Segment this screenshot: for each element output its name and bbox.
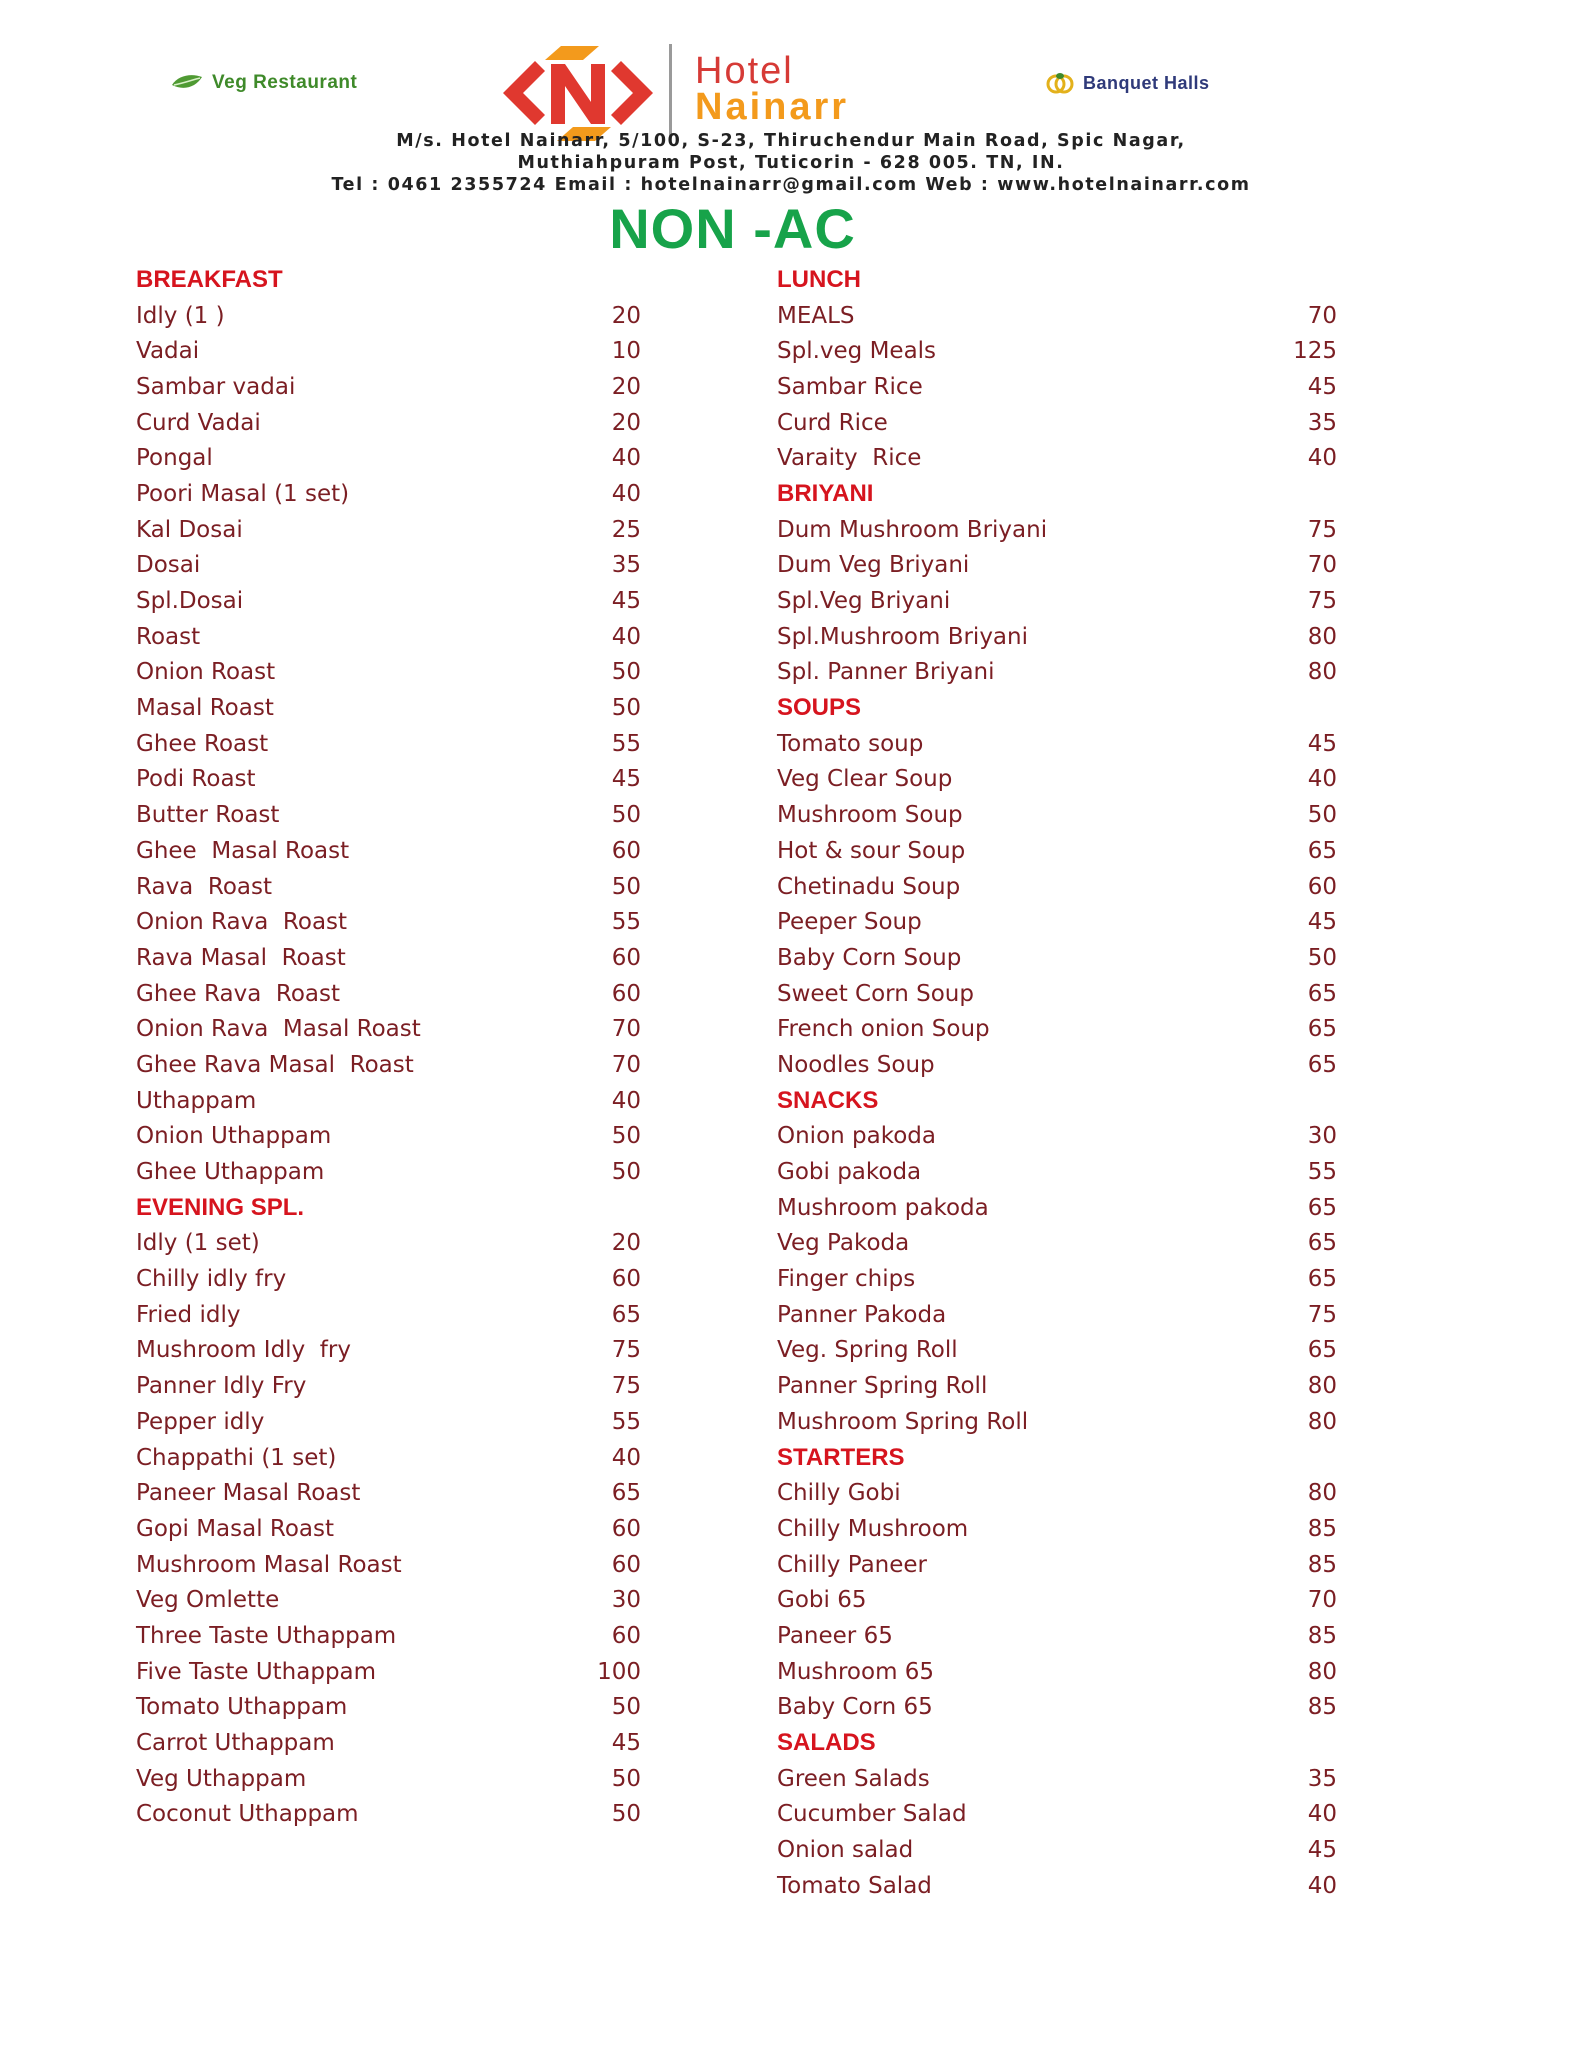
menu-item-price: 65: [1307, 837, 1337, 864]
menu-item-name: Rava Roast: [136, 873, 273, 900]
menu-item-name: Ghee Rava Masal Roast: [136, 1051, 414, 1078]
menu-item-price: 60: [611, 837, 641, 864]
menu-item-price: 50: [1307, 944, 1337, 971]
menu-item-price: 35: [611, 552, 641, 579]
menu-item-name: Roast: [136, 623, 201, 650]
menu-item: [777, 1511, 1337, 1547]
menu-item-price: 70: [611, 1016, 641, 1043]
menu-item-price: 75: [1307, 1301, 1337, 1328]
menu-item-name: Chilly idly fry: [136, 1266, 287, 1293]
menu-item-name: Carrot Uthappam: [136, 1730, 335, 1757]
menu-item-price: 65: [1307, 1337, 1337, 1364]
menu-item-price: 50: [611, 1694, 641, 1721]
menu-item-name: Panner Idly Fry: [136, 1373, 307, 1400]
menu-item-name: Veg Pakoda: [777, 1230, 910, 1257]
menu-item-name: Mushroom Idly fry: [136, 1337, 351, 1364]
menu-item-name: French onion Soup: [777, 1016, 990, 1043]
menu-item: [136, 797, 641, 833]
menu-item-name: Curd Vadai: [136, 409, 261, 436]
menu-item-price: 55: [611, 730, 641, 757]
menu-item-price: 40: [1307, 1872, 1337, 1899]
menu-item-price: 50: [611, 1123, 641, 1150]
menu-item-price: 60: [611, 980, 641, 1007]
menu-item-price: 40: [1307, 445, 1337, 472]
menu-item-name: Spl.veg Meals: [777, 338, 937, 365]
menu-item-name: Uthappam: [136, 1087, 257, 1114]
ring-icon: [1045, 72, 1075, 94]
menu-item-name: Onion Rava Masal Roast: [136, 1016, 421, 1043]
menu-item-name: Fried idly: [136, 1301, 241, 1328]
menu-item: [777, 298, 1337, 334]
menu-item-price: 50: [611, 695, 641, 722]
section-heading: [777, 1725, 1337, 1761]
menu-item: [777, 1297, 1337, 1333]
menu-item-name: Veg Clear Soup: [777, 766, 953, 793]
menu-item-price: 75: [1307, 588, 1337, 615]
menu-item: [136, 1618, 641, 1654]
letterhead: [0, 0, 1582, 205]
veg-restaurant-tag: [170, 72, 357, 94]
menu-item-price: 60: [611, 1622, 641, 1649]
menu-item-price: 35: [1307, 1765, 1337, 1792]
menu-item-price: 80: [1307, 1480, 1337, 1507]
menu-item-price: 45: [1307, 373, 1337, 400]
menu-item-price: 75: [611, 1373, 641, 1400]
menu-item: [777, 655, 1337, 691]
menu-item: [136, 1797, 641, 1833]
brand-name: Nainarr: [695, 86, 850, 128]
menu-item: [777, 1226, 1337, 1262]
menu-item: [777, 1047, 1337, 1083]
menu-item-price: 55: [611, 909, 641, 936]
menu-item-price: 45: [1307, 909, 1337, 936]
menu-item: [777, 976, 1337, 1012]
menu-item: [136, 726, 641, 762]
menu-item: [136, 369, 641, 405]
menu-item: [777, 940, 1337, 976]
section-heading: [777, 690, 1337, 726]
section-heading: [136, 262, 641, 298]
menu-item: [136, 1119, 641, 1155]
section-heading-label: EVENING SPL.: [136, 1193, 305, 1221]
menu-item-name: Idly (1 set): [136, 1230, 260, 1257]
menu-item-name: Cucumber Salad: [777, 1801, 967, 1828]
address-line-2: Muthiahpuram Post, Tuticorin - 628 005. TN, IN.: [517, 153, 1065, 173]
menu-item: [777, 405, 1337, 441]
menu-item-name: Tomato soup: [777, 730, 924, 757]
menu-item-name: Veg Uthappam: [136, 1765, 307, 1792]
menu-item-price: 80: [1307, 1408, 1337, 1435]
menu-item: [777, 1011, 1337, 1047]
menu-item-price: 50: [1307, 802, 1337, 829]
hotel-word: Hotel: [695, 50, 794, 92]
menu-item-name: Ghee Rava Roast: [136, 980, 341, 1007]
section-heading: [777, 1440, 1337, 1476]
menu-item-name: Curd Rice: [777, 409, 888, 436]
menu-item: [777, 1654, 1337, 1690]
menu-item: [136, 869, 641, 905]
menu-item: [136, 1011, 641, 1047]
logo-divider: [669, 44, 672, 136]
menu-item-name: Tomato Salad: [777, 1872, 932, 1899]
menu-item-name: Paneer Masal Roast: [136, 1480, 361, 1507]
menu-item-price: 45: [611, 1730, 641, 1757]
menu-item-name: Veg. Spring Roll: [777, 1337, 958, 1364]
menu-item-name: Spl. Panner Briyani: [777, 659, 995, 686]
menu-item-name: Dum Veg Briyani: [777, 552, 970, 579]
menu-item-name: Panner Spring Roll: [777, 1373, 988, 1400]
menu-item-name: Gobi pakoda: [777, 1159, 922, 1186]
section-heading: [777, 476, 1337, 512]
menu-item: [136, 512, 641, 548]
menu-item-name: Ghee Masal Roast: [136, 837, 350, 864]
menu-item-name: Finger chips: [777, 1266, 916, 1293]
menu-item-name: Mushroom Masal Roast: [136, 1551, 402, 1578]
section-heading: [136, 1190, 641, 1226]
menu-item: [136, 1297, 641, 1333]
menu-item-name: MEALS: [777, 302, 855, 329]
menu-item-price: 25: [611, 516, 641, 543]
menu-item: [136, 690, 641, 726]
menu-item-name: Ghee Roast: [136, 730, 269, 757]
section-heading-label: SNACKS: [777, 1086, 879, 1114]
menu-item-name: Vadai: [136, 338, 200, 365]
menu-item-name: Gobi 65: [777, 1587, 867, 1614]
address-line-1: M/s. Hotel Nainarr, 5/100, S-23, Thiruchendur Main Road, Spic Nagar,: [396, 131, 1186, 151]
section-heading-label: SOUPS: [777, 694, 862, 722]
menu-item: [136, 1226, 641, 1262]
menu-item-name: Baby Corn Soup: [777, 944, 962, 971]
menu-item-price: 70: [1307, 1587, 1337, 1614]
section-heading: [777, 1083, 1337, 1119]
veg-restaurant-label: Veg Restaurant: [212, 72, 358, 93]
menu-item: [136, 1047, 641, 1083]
menu-item-price: 85: [1307, 1622, 1337, 1649]
menu-item: [136, 1404, 641, 1440]
menu-item: [136, 1083, 641, 1119]
menu-item: [777, 726, 1337, 762]
menu-item-price: 65: [1307, 1051, 1337, 1078]
menu-item-name: Dum Mushroom Briyani: [777, 516, 1048, 543]
menu-item-price: 50: [611, 1801, 641, 1828]
menu-item-price: 100: [597, 1658, 641, 1685]
menu-item-price: 50: [611, 1159, 641, 1186]
menu-item-name: Spl.Mushroom Briyani: [777, 623, 1028, 650]
menu-item: [777, 762, 1337, 798]
menu-item-price: 65: [611, 1480, 641, 1507]
menu-item-name: Hot & sour Soup: [777, 837, 966, 864]
menu-item-price: 35: [1307, 409, 1337, 436]
banquet-halls-label: Banquet Halls: [1083, 72, 1210, 93]
menu-item-price: 65: [1307, 1266, 1337, 1293]
menu-item-name: Mushroom Spring Roll: [777, 1408, 1029, 1435]
menu-item-name: Podi Roast: [136, 766, 256, 793]
menu-item: [136, 405, 641, 441]
menu-item-name: Panner Pakoda: [777, 1301, 947, 1328]
menu-item: [777, 1333, 1337, 1369]
menu-item-price: 75: [611, 1337, 641, 1364]
menu-item-price: 45: [1307, 1837, 1337, 1864]
menu-item: [777, 797, 1337, 833]
menu-item: [136, 833, 641, 869]
menu-item-price: 50: [611, 802, 641, 829]
menu-item-name: Onion Uthappam: [136, 1123, 332, 1150]
menu-item-name: Mushroom 65: [777, 1658, 935, 1685]
section-heading-label: STARTERS: [777, 1443, 905, 1471]
menu-item-name: Spl.Veg Briyani: [777, 588, 951, 615]
menu-item-price: 45: [611, 588, 641, 615]
menu-item-price: 40: [611, 1087, 641, 1114]
menu-item-price: 60: [1307, 873, 1337, 900]
menu-item: [136, 762, 641, 798]
menu-item-price: 30: [611, 1587, 641, 1614]
menu-item-name: Chilly Gobi: [777, 1480, 901, 1507]
menu-item-price: 45: [611, 766, 641, 793]
menu-item-name: Chilly Mushroom: [777, 1515, 969, 1542]
menu-item-name: Onion Roast: [136, 659, 276, 686]
menu-item-name: Kal Dosai: [136, 516, 243, 543]
section-heading-label: SALADS: [777, 1729, 876, 1757]
menu-item: [136, 1547, 641, 1583]
menu-item: [777, 1797, 1337, 1833]
menu-item: [136, 333, 641, 369]
menu-item-name: Dosai: [136, 552, 201, 579]
menu-item-name: Sambar Rice: [777, 373, 923, 400]
menu-item-price: 60: [611, 1266, 641, 1293]
menu-item-price: 40: [611, 623, 641, 650]
menu-item: [777, 833, 1337, 869]
hotel-logo-icon: [503, 46, 653, 141]
menu-item-name: Paneer 65: [777, 1622, 893, 1649]
menu-item-price: 125: [1293, 338, 1337, 365]
menu-item-name: Chetinadu Soup: [777, 873, 961, 900]
menu-item: [136, 1511, 641, 1547]
menu-item: [777, 1154, 1337, 1190]
menu-item-price: 40: [1307, 1801, 1337, 1828]
menu-item-name: Varaity Rice: [777, 445, 922, 472]
menu-item: [777, 1832, 1337, 1868]
menu-item-price: 65: [1307, 1016, 1337, 1043]
menu-item-price: 40: [1307, 766, 1337, 793]
menu-item: [777, 548, 1337, 584]
menu-item-price: 85: [1307, 1551, 1337, 1578]
menu-item: [136, 1261, 641, 1297]
menu-item-name: Tomato Uthappam: [136, 1694, 348, 1721]
menu-item-price: 45: [1307, 730, 1337, 757]
menu-item-name: Gopi Masal Roast: [136, 1515, 335, 1542]
menu-item-name: Sweet Corn Soup: [777, 980, 974, 1007]
menu-item: [136, 619, 641, 655]
menu-item-name: Idly (1 ): [136, 302, 225, 329]
menu-item-price: 20: [611, 302, 641, 329]
menu-item-price: 80: [1307, 1658, 1337, 1685]
menu-item-price: 60: [611, 1515, 641, 1542]
menu-item-name: Pepper idly: [136, 1408, 265, 1435]
menu-item-price: 85: [1307, 1515, 1337, 1542]
menu-item: [777, 1119, 1337, 1155]
menu-item: [777, 1404, 1337, 1440]
menu-item-price: 65: [1307, 1194, 1337, 1221]
menu-item-price: 65: [611, 1301, 641, 1328]
menu-item: [136, 976, 641, 1012]
menu-item: [777, 583, 1337, 619]
menu-item: [777, 1475, 1337, 1511]
menu-item: [136, 1440, 641, 1476]
menu-item-price: 40: [611, 445, 641, 472]
menu-item: [136, 1690, 641, 1726]
menu-item: [136, 1475, 641, 1511]
menu-item: [136, 1761, 641, 1797]
menu-item: [136, 440, 641, 476]
menu-item: [136, 583, 641, 619]
menu-title: NON -AC: [609, 197, 856, 260]
menu-item-price: 60: [611, 1551, 641, 1578]
menu-item-price: 50: [611, 1765, 641, 1792]
menu-item: [136, 1368, 641, 1404]
menu-item: [777, 1618, 1337, 1654]
menu-item-name: Poori Masal (1 set): [136, 480, 350, 507]
section-heading-label: BREAKFAST: [136, 265, 283, 293]
menu-item-name: Onion Rava Roast: [136, 909, 348, 936]
menu-item-price: 60: [611, 944, 641, 971]
menu-item: [777, 1368, 1337, 1404]
menu-item-price: 20: [611, 373, 641, 400]
menu-item-name: Sambar vadai: [136, 373, 296, 400]
menu-item-name: Baby Corn 65: [777, 1694, 933, 1721]
menu-item-name: Chilly Paneer: [777, 1551, 927, 1578]
menu-item-name: Chappathi (1 set): [136, 1444, 337, 1471]
menu-item: [136, 1333, 641, 1369]
menu-item-price: 85: [1307, 1694, 1337, 1721]
menu-item: [136, 1582, 641, 1618]
menu-item: [777, 1761, 1337, 1797]
menu-item-name: Green Salads: [777, 1765, 930, 1792]
menu-item-name: Spl.Dosai: [136, 588, 244, 615]
menu-item-name: Rava Masal Roast: [136, 944, 346, 971]
menu-item: [777, 1547, 1337, 1583]
menu-item: [777, 333, 1337, 369]
menu-item-price: 65: [1307, 980, 1337, 1007]
menu-item-price: 50: [611, 873, 641, 900]
left-menu-column: [136, 262, 641, 1832]
contact-line: Tel : 0461 2355724 Email : hotelnainarr@gmail.com Web : www.hotelnainarr.com: [331, 175, 1251, 195]
banquet-halls-tag: [1045, 72, 1210, 94]
menu-item-name: Masal Roast: [136, 695, 274, 722]
right-menu-column: [777, 262, 1337, 1904]
menu-item-name: Five Taste Uthappam: [136, 1658, 377, 1685]
menu-item-name: Butter Roast: [136, 802, 280, 829]
menu-item-price: 80: [1307, 659, 1337, 686]
menu-item-name: Mushroom pakoda: [777, 1194, 989, 1221]
menu-item: [777, 1190, 1337, 1226]
menu-item-name: Onion salad: [777, 1837, 914, 1864]
menu-item-price: 40: [611, 480, 641, 507]
menu-item-price: 80: [1307, 1373, 1337, 1400]
section-heading-label: LUNCH: [777, 265, 861, 293]
menu-item: [777, 1868, 1337, 1904]
menu-item: [136, 1154, 641, 1190]
menu-item-name: Three Taste Uthappam: [136, 1622, 397, 1649]
menu-item-name: Pongal: [136, 445, 213, 472]
menu-item-price: 20: [611, 409, 641, 436]
menu-item: [136, 1725, 641, 1761]
menu-item-name: Noodles Soup: [777, 1051, 935, 1078]
menu-item-price: 80: [1307, 623, 1337, 650]
menu-item: [777, 904, 1337, 940]
menu-item: [777, 512, 1337, 548]
menu-item: [136, 904, 641, 940]
menu-item: [777, 1690, 1337, 1726]
menu-item-price: 30: [1307, 1123, 1337, 1150]
menu-item-name: Coconut Uthappam: [136, 1801, 359, 1828]
menu-item-price: 65: [1307, 1230, 1337, 1257]
menu-item: [777, 869, 1337, 905]
menu-item-name: Ghee Uthappam: [136, 1159, 325, 1186]
menu-item: [136, 298, 641, 334]
menu-item-price: 20: [611, 1230, 641, 1257]
menu-item: [136, 476, 641, 512]
menu-item: [777, 440, 1337, 476]
menu-item-price: 70: [1307, 302, 1337, 329]
menu-item-name: Onion pakoda: [777, 1123, 936, 1150]
menu-item: [136, 548, 641, 584]
menu-item: [777, 369, 1337, 405]
section-heading-label: BRIYANI: [777, 479, 874, 507]
menu-item: [136, 940, 641, 976]
leaf-icon: [170, 73, 204, 93]
menu-item-price: 70: [611, 1051, 641, 1078]
menu-item-price: 50: [611, 659, 641, 686]
menu-item: [777, 1261, 1337, 1297]
section-heading: [777, 262, 1337, 298]
menu-item: [136, 655, 641, 691]
menu-item-price: 10: [611, 338, 641, 365]
menu-item-name: Mushroom Soup: [777, 802, 963, 829]
menu-item-price: 75: [1307, 516, 1337, 543]
menu-item-name: Peeper Soup: [777, 909, 922, 936]
menu-item: [777, 619, 1337, 655]
menu-item-price: 40: [611, 1444, 641, 1471]
menu-item-price: 55: [1307, 1159, 1337, 1186]
menu-item-name: Veg Omlette: [136, 1587, 280, 1614]
menu-item: [136, 1654, 641, 1690]
menu-item: [777, 1582, 1337, 1618]
menu-item-price: 70: [1307, 552, 1337, 579]
menu-item-price: 55: [611, 1408, 641, 1435]
